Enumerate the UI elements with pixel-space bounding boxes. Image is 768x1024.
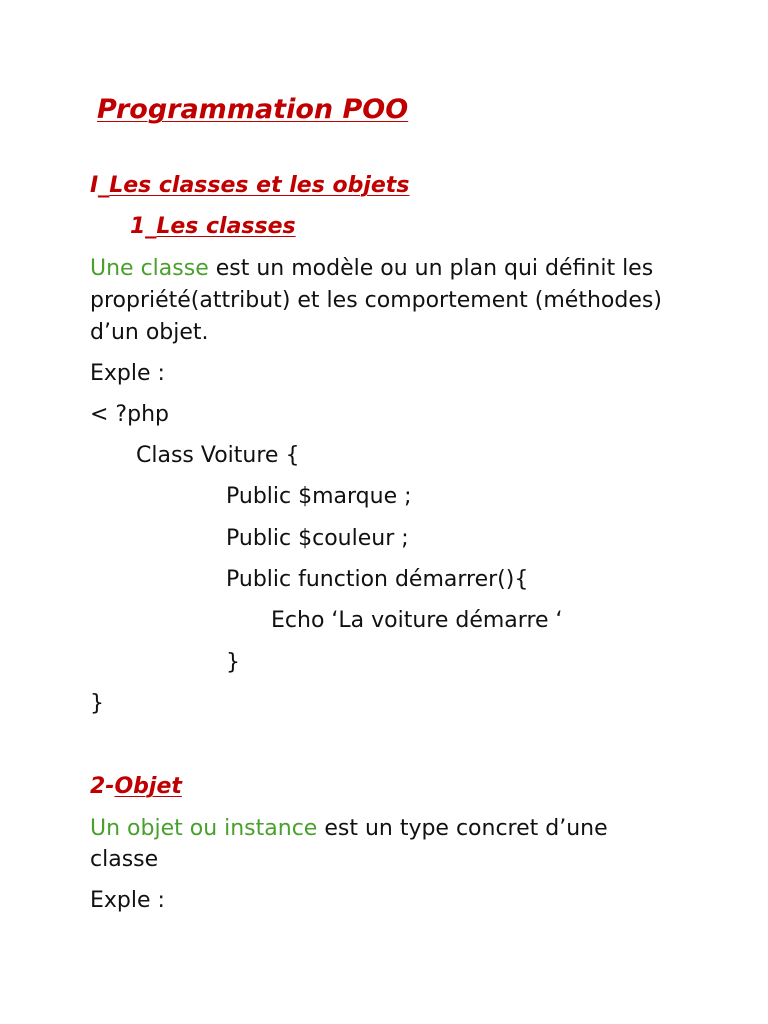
code-method-close: }: [226, 650, 240, 675]
code-property-marque: Public $marque ;: [226, 484, 412, 509]
definition-text: est un type concret d’une: [317, 816, 608, 841]
definition-objet-line-1: [90, 816, 608, 842]
subsection-label: Objet: [114, 774, 182, 799]
code-echo-statement: Echo ‘La voiture démarre ‘: [271, 608, 563, 633]
definition-classe-line-1: [90, 256, 653, 282]
subsection-number: 1_: [130, 214, 157, 239]
definition-term: Un objet ou instance: [90, 816, 318, 841]
example-label: Exple :: [90, 888, 165, 913]
subsection-heading-objet: [90, 774, 182, 800]
section-label: Les classes et les objets: [109, 173, 410, 198]
code-class-declaration: Class Voiture {: [136, 443, 300, 468]
subsection-label: Les classes: [156, 214, 296, 239]
code-open-tag: < ?php: [90, 402, 169, 427]
subsection-heading-classes: [130, 214, 296, 240]
code-class-close: }: [90, 691, 104, 716]
definition-classe-line-2: propriété(attribut) et les comportement (méthodes): [90, 288, 662, 313]
definition-classe-line-3: d’un objet.: [90, 320, 209, 345]
definition-objet-line-2: classe: [90, 847, 159, 872]
section-number: I_: [90, 173, 110, 198]
example-label: Exple :: [90, 361, 165, 386]
code-property-couleur: Public $couleur ;: [226, 526, 409, 551]
definition-term: Une classe: [90, 256, 209, 281]
definition-text: est un modèle ou un plan qui définit les: [208, 256, 654, 281]
subsection-number: 2-: [90, 774, 115, 799]
code-method-declaration: Public function démarrer(){: [226, 567, 529, 592]
section-heading-classes-objects: [90, 173, 409, 199]
page-title: Programmation POO: [97, 94, 409, 125]
